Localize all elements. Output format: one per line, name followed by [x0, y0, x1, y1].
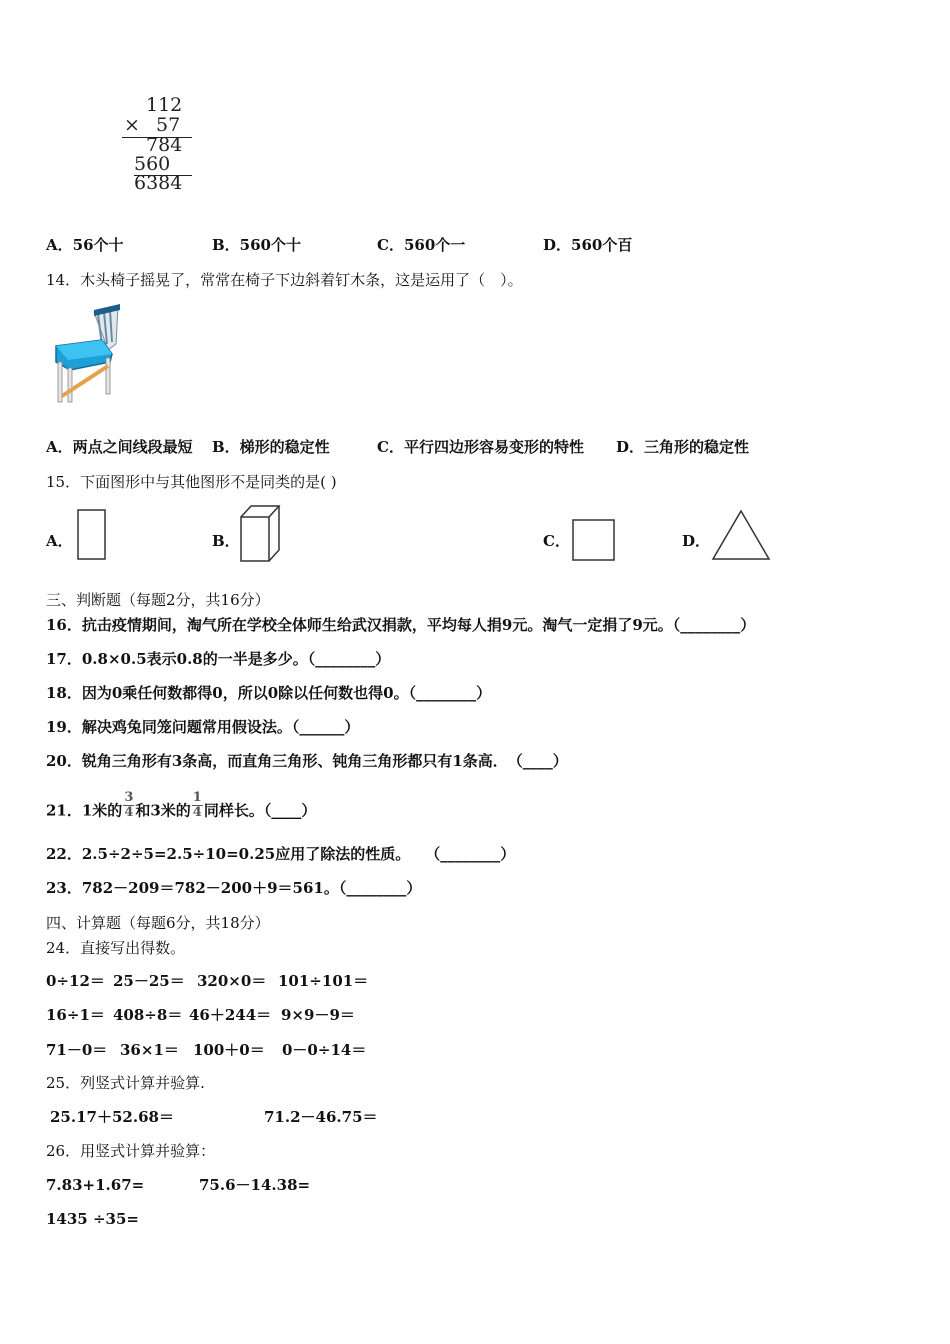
fraction-one-quarter	[192, 791, 203, 820]
multiplicand: 112	[146, 94, 183, 116]
section-3-title: 三、判断题（每题2分，共16分）	[46, 591, 270, 609]
calc-r3-c3: 100＋0＝	[193, 1041, 265, 1059]
calc-r1-c2: 25－25＝	[113, 972, 185, 990]
q13-option-b: B．560个十	[212, 236, 301, 254]
calc-r2-c1: 16÷1＝	[46, 1006, 105, 1024]
q25-item-2: 71.2－46.75＝	[264, 1108, 378, 1126]
square-shape	[571, 518, 617, 562]
q26-item-2: 75.6－14.38=	[199, 1176, 311, 1194]
q16: 16．抗击疫情期间，淘气所在学校全体师生给武汉捐款，平均每人捐9元。淘气一定捐了9元。（________）	[46, 616, 756, 634]
partial-product-2: 560	[134, 153, 171, 175]
cuboid-shape	[239, 503, 281, 563]
q23: 23．782－209＝782－200＋9＝561。（________）	[46, 879, 422, 897]
q18: 18．因为0乘任何数都得0，所以0除以任何数也得0。（________）	[46, 684, 492, 702]
fraction-2-numerator: 1	[192, 790, 202, 805]
q15-label-d: D．	[682, 532, 711, 550]
q14-option-d: D．三角形的稳定性	[616, 438, 750, 456]
q14-stem: 14．木头椅子摇晃了，常常在椅子下边斜着钉木条，这是运用了（ ）。	[46, 271, 523, 289]
q21-part-2: 和3米的	[135, 801, 191, 820]
q14-option-b: B．梯形的稳定性	[212, 438, 330, 456]
q14-option-c: C．平行四边形容易变形的特性	[377, 438, 584, 456]
triangle-shape	[710, 508, 772, 562]
fraction-1-denominator: 4	[124, 805, 134, 820]
q21-part-1: 21．1米的	[46, 801, 123, 820]
partial-product-1: 784	[146, 134, 183, 156]
section-4-title: 四、计算题（每题6分，共18分）	[46, 914, 270, 932]
q19: 19．解决鸡兔同笼问题常用假设法。（______）	[46, 718, 360, 736]
q26-item-1: 7.83+1.67=	[46, 1176, 145, 1194]
q25-item-1: 25.17＋52.68＝	[50, 1108, 174, 1126]
q24-stem: 24．直接写出得数。	[46, 939, 186, 957]
q21-part-3: 同样长。（____）	[203, 801, 317, 820]
calc-r3-c2: 36×1＝	[120, 1041, 179, 1059]
calc-r3-c1: 71－0＝	[46, 1041, 108, 1059]
q13-option-a: A．56个十	[46, 236, 124, 254]
q26-item-3: 1435 ÷35=	[46, 1210, 139, 1228]
calc-r2-c3: 46＋244＝	[189, 1006, 272, 1024]
calc-r2-c2: 408÷8＝	[113, 1006, 183, 1024]
calc-r1-c4: 101÷101＝	[278, 972, 369, 990]
vertical-multiplication	[120, 96, 210, 196]
multiplier: 57	[156, 114, 181, 136]
fraction-three-quarters	[123, 791, 134, 820]
q13-option-c: C．560个一	[377, 236, 466, 254]
q15-stem: 15．下面图形中与其他图形不是同类的是( )	[46, 473, 337, 491]
fraction-1-numerator: 3	[124, 790, 134, 805]
calc-r3-c4: 0－0÷14＝	[282, 1041, 367, 1059]
q20: 20．锐角三角形有3条高，而直角三角形、钝角三角形都只有1条高． （____）	[46, 752, 568, 770]
q15-label-c: C．	[543, 532, 570, 550]
q13-option-d: D．560个百	[543, 236, 633, 254]
q25-stem: 25．列竖式计算并验算.	[46, 1074, 205, 1092]
calc-r2-c4: 9×9－9＝	[281, 1006, 355, 1024]
rectangle-shape	[76, 508, 108, 562]
times-sign: ×	[124, 114, 140, 136]
q15-label-a: A．	[46, 532, 73, 550]
q26-stem: 26．用竖式计算并验算：	[46, 1142, 216, 1160]
q22: 22．2.5÷2÷5=2.5÷10=0.25应用了除法的性质。 （________）	[46, 845, 516, 863]
calc-r1-c1: 0÷12＝	[46, 972, 105, 990]
q15-label-b: B．	[212, 532, 240, 550]
q17: 17．0.8×0.5表示0.8的一半是多少。（________）	[46, 650, 391, 668]
calc-r1-c3: 320×0＝	[197, 972, 267, 990]
q21	[46, 790, 317, 826]
chair-image	[50, 304, 125, 406]
fraction-2-denominator: 4	[192, 805, 202, 820]
product: 6384	[134, 172, 183, 194]
q14-option-a: A．两点之间线段最短	[46, 438, 193, 456]
